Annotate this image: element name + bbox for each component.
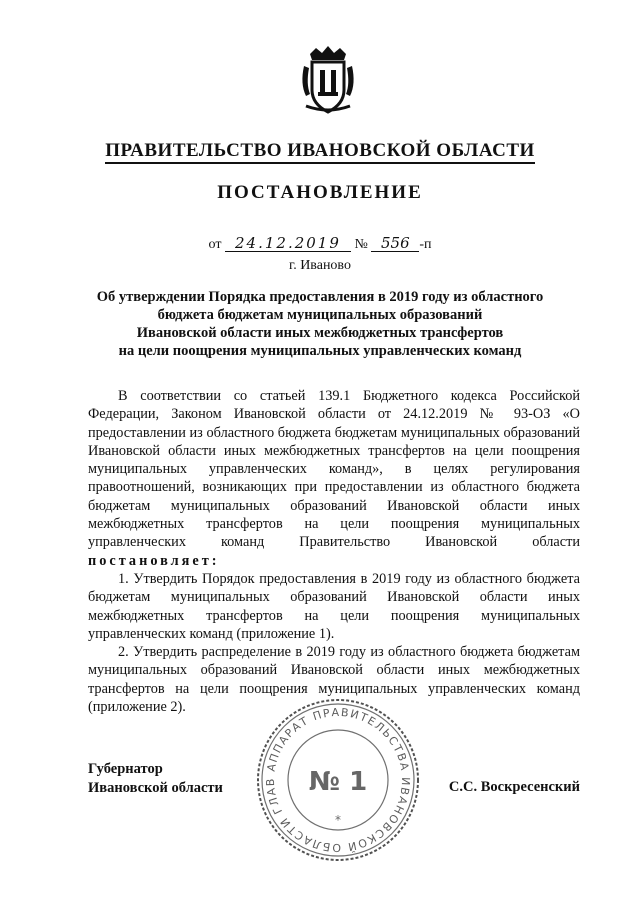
- signatory-name: С.С. Воскресенский: [448, 779, 580, 795]
- number-suffix: -п: [419, 237, 432, 252]
- coat-of-arms-icon: [296, 44, 360, 116]
- document-body: [88, 387, 580, 716]
- organization-title: ПРАВИТЕЛЬСТВО ИВАНОВСКОЙ ОБЛАСТИ: [0, 140, 640, 162]
- document-type: ПОСТАНОВЛЕНИЕ: [217, 182, 423, 203]
- number-handwritten: 556: [371, 236, 419, 252]
- official-stamp-icon: [254, 696, 422, 864]
- decree-word: постановляет:: [88, 552, 220, 569]
- subject-line: Об утверждении Порядка предоставления в 2019 году из областного: [96, 289, 544, 305]
- item-2-paragraph: 2. Утвердить распределение в 2019 году из областного бюджета бюджетам муниципальных образований Ивановской области иных межбюджетных трансфертов на цели поощрения муниципальных управленческих команд (приложение 2).: [88, 644, 580, 716]
- subject-line: на цели поощрения муниципальных управленческих команд: [118, 343, 522, 359]
- from-label: от: [208, 237, 222, 252]
- date-number-line: [0, 236, 640, 253]
- subject-line: Ивановской области иных межбюджетных трансфертов: [136, 325, 504, 341]
- city: г. Иваново: [289, 258, 351, 273]
- svg-text:*: *: [335, 813, 341, 827]
- signatory-position: Губернатор Ивановской области: [88, 761, 223, 796]
- item-1-paragraph: 1. Утвердить Порядок предоставления в 2019 году из областного бюджета бюджетам муниципальных образований Ивановской области иных межбюджетных трансфертов на цели поощрения муниципальных управленческих команд (приложение 1).: [88, 570, 580, 642]
- document-subject: [60, 288, 580, 360]
- date-handwritten: 24.12.2019: [225, 236, 351, 252]
- svg-text:№ 1: № 1: [308, 767, 368, 797]
- preamble-paragraph: В соответствии со статьей 139.1 Бюджетного кодекса Российской Федерации, Законом Ивановской области от 24.12.2019 № 93-ОЗ «О предоставлении из областного бюджета бюджетам муниципальных образований Ивановской области иных межбюджетных трансфертов на цели поощрения муниципальных управленческих команд», в целях регулирования правоотношений, возникающих при предоставлении из областного бюджета бюджетам муниципальных образований Ивановской области иных межбюджетных трансфертов на цели поощрения муниципальных управленческих команд Правительство Ивановской области постановляет:: [88, 388, 580, 569]
- number-label: №: [354, 237, 368, 252]
- subject-line: бюджета бюджетам муниципальных образований: [157, 307, 483, 323]
- svg-text:АППАРАТ ПРАВИТЕЛЬСТВА ИВАНОВСК: АППАРАТ ПРАВИТЕЛЬСТВА ИВАНОВСКОЙ ОБЛАСТИ ГЛАВ: [263, 705, 413, 855]
